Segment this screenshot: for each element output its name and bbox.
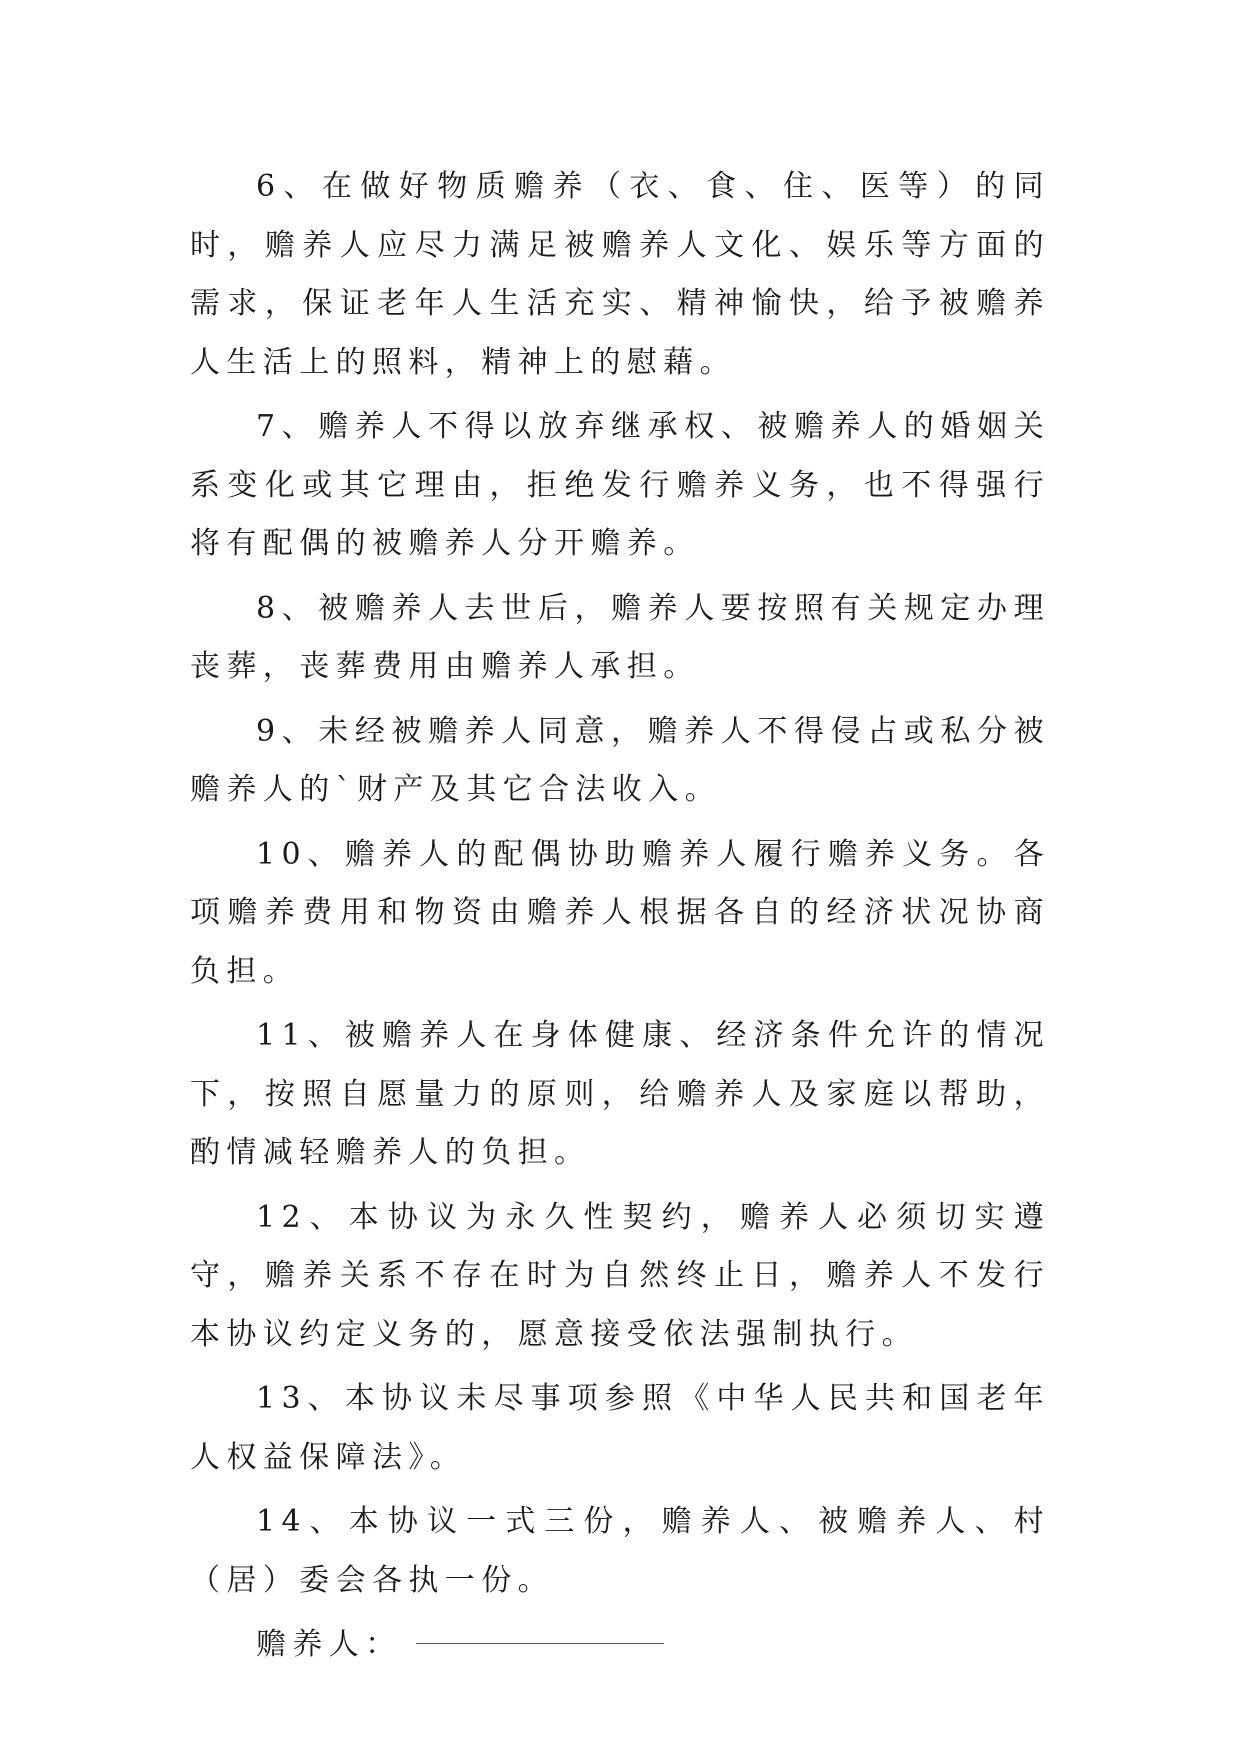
signature-row [190, 1616, 1050, 1675]
clause-14: 14、本协议一式三份，赡养人、被赡养人、村（居）委会各执一份。 [190, 1504, 1050, 1598]
clause-7: 7、赡养人不得以放弃继承权、被赡养人的婚姻关系变化或其它理由，拒绝发行赡养义务，也不得强行将有配偶的被赡养人分开赡养。 [190, 409, 1050, 561]
clause-13: 13、本协议未尽事项参照《中华人民共和国老年人权益保障法》。 [190, 1381, 1050, 1475]
clause-10: 10、赡养人的配偶协助赡养人履行赡养义务。各项赡养费用和物资由赡养人根据各自的经济状况协商负担。 [190, 836, 1050, 989]
signature-blank-line [416, 1643, 664, 1644]
clause-9: 9、未经被赡养人同意，赡养人不得侵占或私分被赡养人的`财产及其它合法收入。 [190, 713, 1050, 807]
clause-6: 6、在做好物质赡养（衣、食、住、医等）的同时，赡养人应尽力满足被赡养人文化、娱乐等方面的需求，保证老年人生活充实、精神愉快，给予被赡养人生活上的照料，精神上的慰藉。 [190, 169, 1050, 380]
clause-8: 8、被赡养人去世后，赡养人要按照有关规定办理丧葬，丧葬费用由赡养人承担。 [190, 590, 1050, 684]
clause-12: 12、本协议为永久性契约，赡养人必须切实遵守，赡养关系不存在时为自然终止日，赡养人不发行本协议约定义务的，愿意接受依法强制执行。 [190, 1199, 1050, 1352]
document-body [190, 158, 1050, 1675]
signature-label: 赡养人： [256, 1627, 402, 1662]
clause-11: 11、被赡养人在身体健康、经济条件允许的情况下，按照自愿量力的原则，给赡养人及家庭以帮助，酌情减轻赡养人的负担。 [190, 1018, 1050, 1170]
